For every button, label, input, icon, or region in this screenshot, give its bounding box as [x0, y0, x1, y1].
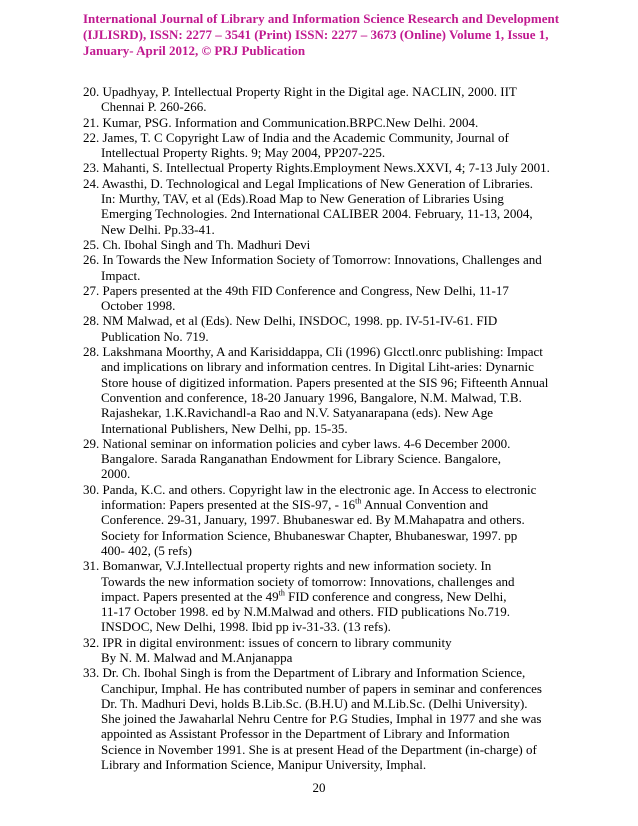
reference-line: By N. M. Malwad and M.Anjanappa — [101, 649, 293, 665]
reference-line: 23. Mahanti, S. Intellectual Property Rights.Employment News.XXVI, 4; 7-13 July 2001. — [83, 160, 550, 176]
reference-28-moorthy — [83, 344, 563, 436]
reference-line: Library and Information Science, Manipur University, Imphal. — [101, 757, 427, 773]
reference-line: Society for Information Science, Bhubaneswar Chapter, Bhubaneswar, 1997. pp — [101, 527, 518, 543]
header-line: (IJLISRD), ISSN: 2277 – 3541 (Print) ISSN: 2277 – 3673 (Online) Volume 1, Issue 1, — [83, 27, 549, 42]
ordinal-superscript: th — [278, 588, 285, 598]
reference-line — [83, 589, 563, 604]
reference-23 — [83, 160, 563, 175]
reference-line: Science in November 1991. She is at present Head of the Department (in-charge) of — [101, 741, 537, 757]
reference-line: Emerging Technologies. 2nd International CALIBER 2004. February, 11-13, 2004, — [101, 206, 533, 222]
reference-line: New Delhi. Pp.33-41. — [101, 221, 215, 237]
reference-line: 26. In Towards the New Information Society of Tomorrow: Innovations, Challenges and — [83, 252, 542, 268]
reference-line: In: Murthy, TAV, et al (Eds).Road Map to New Generation of Libraries Using — [101, 191, 504, 207]
reference-33 — [83, 665, 563, 772]
reference-line: 33. Dr. Ch. Ibohal Singh is from the Department of Library and Information Science, — [83, 665, 526, 681]
reference-line: 22. James, T. C Copyright Law of India and the Academic Community, Journal of — [83, 129, 509, 145]
reference-line: 29. National seminar on information policies and cyber laws. 4-6 December 2000. — [83, 435, 511, 451]
reference-line: appointed as Assistant Professor in the Department of Library and Information — [101, 726, 510, 742]
reference-line: 31. Bomanwar, V.J.Intellectual property rights and new information society. In — [83, 558, 492, 574]
reference-25 — [83, 237, 563, 252]
reference-22 — [83, 130, 563, 161]
page-number: 20 — [312, 780, 326, 795]
reference-28-malwad — [83, 313, 563, 344]
header-line: January- April 2012, © PRJ Publication — [83, 43, 306, 58]
ordinal-superscript: th — [355, 496, 362, 506]
reference-line: Bangalore. Sarada Ranganathan Endowment for Library Science. Bangalore, — [101, 451, 501, 467]
reference-line: 2000. — [101, 466, 131, 482]
reference-21 — [83, 115, 563, 130]
reference-line: 25. Ch. Ibohal Singh and Th. Madhuri Devi — [83, 236, 311, 252]
reference-line: Conference. 29-31, January, 1997. Bhubaneswar ed. By M.Mahapatra and others. — [101, 512, 525, 528]
reference-line: 24. Awasthi, D. Technological and Legal Implications of New Generation of Libraries. — [83, 175, 533, 191]
reference-line: She joined the Jawaharlal Nehru Centre for P.G Studies, Imphal in 1977 and she was — [101, 711, 542, 727]
reference-line: Store house of digitized information. Papers presented at the SIS 96; Fifteenth Annual — [101, 374, 549, 390]
reference-line: Canchipur, Imphal. He has contributed number of papers in seminar and conferences — [101, 680, 542, 696]
reference-text: information: Papers presented at the SIS-97, - 16 — [101, 497, 356, 513]
reference-line: 400- 402, (5 refs) — [101, 542, 192, 558]
reference-line: Towards the new information society of tomorrow: Innovations, challenges and — [101, 573, 515, 589]
reference-line: 20. Upadhyay, P. Intellectual Property Right in the Digital age. NACLIN, 2000. IIT — [83, 84, 517, 99]
reference-line: 28. Lakshmana Moorthy, A and Karisiddappa, CIi (1996) Glcctl.onrc publishing: Impact — [83, 344, 543, 360]
reference-text: impact. Papers presented at the 49 — [101, 588, 279, 604]
reference-line — [83, 497, 563, 512]
reference-line: Impact. — [101, 267, 141, 283]
reference-line: INSDOC, New Delhi, 1998. Ibid pp iv-31-33. (13 refs). — [101, 619, 391, 635]
reference-line: Publication No. 719. — [101, 328, 209, 344]
reference-line: International Publishers, New Delhi, pp. 15-35. — [101, 420, 348, 436]
reference-29 — [83, 436, 563, 482]
reference-line: and implications on library and information centres. In Digital Liht-aries: Dynarnic — [101, 359, 534, 375]
reference-line: 11-17 October 1998. ed by N.M.Malwad and others. FID publications No.719. — [101, 604, 510, 620]
reference-line: Rajashekar, 1.K.Ravichandl-a Rao and N.V. Satyanarapana (eds). New Age — [101, 405, 493, 421]
reference-line: 28. NM Malwad, et al (Eds). New Delhi, INSDOC, 1998. pp. IV-51-IV-61. FID — [83, 313, 498, 329]
reference-text: Annual Convention and — [361, 497, 489, 513]
reference-line: October 1998. — [101, 298, 176, 314]
journal-header — [83, 11, 563, 59]
reference-line: Convention and conference, 18-20 January 1996, Bangalore, N.M. Malwad, T.B. — [101, 389, 522, 405]
reference-list — [83, 84, 563, 772]
header-line: International Journal of Library and Information Science Research and Development — [83, 11, 560, 26]
reference-line: 27. Papers presented at the 49th FID Conference and Congress, New Delhi, 11-17 — [83, 282, 509, 298]
reference-20 — [83, 84, 563, 115]
reference-line: Chennai P. 260-266. — [101, 99, 207, 115]
reference-text: FID conference and congress, New Delhi, — [284, 588, 507, 604]
reference-30 — [83, 482, 563, 558]
reference-line: 30. Panda, K.C. and others. Copyright law in the electronic age. In Access to electronic — [83, 481, 537, 497]
reference-27 — [83, 283, 563, 314]
reference-24 — [83, 176, 563, 237]
reference-line: Dr. Th. Madhuri Devi, holds B.Lib.Sc. (B.H.U) and M.Lib.Sc. (Delhi University). — [101, 695, 528, 711]
reference-26 — [83, 252, 563, 283]
reference-31 — [83, 558, 563, 634]
reference-line: 32. IPR in digital environment: issues of concern to library community — [83, 634, 452, 650]
reference-line: Intellectual Property Rights. 9; May 2004, PP207-225. — [101, 145, 386, 161]
reference-line: 21. Kumar, PSG. Information and Communication.BRPC.New Delhi. 2004. — [83, 114, 479, 130]
reference-32 — [83, 635, 563, 666]
